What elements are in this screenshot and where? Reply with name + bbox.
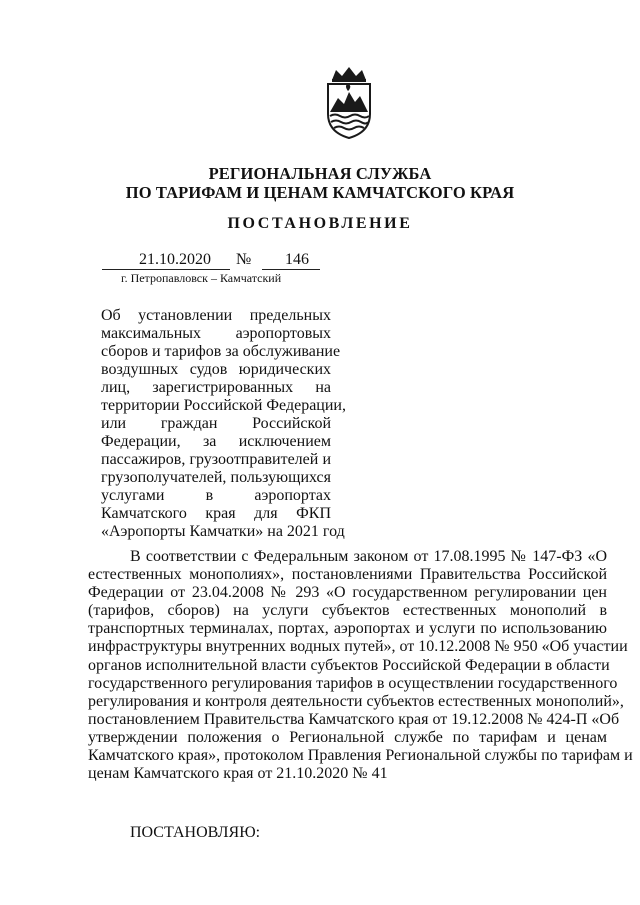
- body-line: (тарифов, сборов) на услуги субъектов естественных монополий в: [88, 602, 607, 620]
- subject-line: пассажиров, грузоотправителей и: [101, 451, 331, 468]
- date-underline: [102, 269, 230, 270]
- preamble-paragraph: [88, 548, 633, 783]
- subject-line: Федерации, за исключением: [101, 433, 331, 450]
- subject-line: Камчатского края для ФКП: [101, 505, 331, 522]
- document-date: 21.10.2020: [139, 251, 211, 268]
- body-line: ценам Камчатского края от 21.10.2020 № 41: [88, 765, 388, 783]
- body-line: естественных монополиях», постановлениями Правительства Российской: [88, 566, 607, 584]
- body-line: транспортных терминалах, портах, аэропортах и услуги по использованию: [88, 620, 607, 638]
- body-line: органов исполнительной власти субъектов Российской Федерации в области: [88, 656, 610, 674]
- document-subject: [101, 307, 346, 541]
- body-line: государственного регулирования тарифов в осуществлении государственного: [88, 674, 618, 692]
- number-underline: [262, 269, 320, 270]
- subject-line: грузополучателей, пользующихся: [101, 469, 331, 486]
- body-line: В соответствии с Федеральным законом от 17.08.1995 № 147-ФЗ «О: [130, 548, 607, 565]
- subject-line: лиц, зарегистрированных на: [101, 379, 331, 396]
- org-name-line2: ПО ТАРИФАМ И ЦЕНАМ КАМЧАТСКОГО КРАЯ: [125, 183, 515, 202]
- resolve-heading: ПОСТАНОВЛЯЮ:: [130, 824, 261, 841]
- body-line: регулирования и контроля деятельности субъектов естественных монополий»,: [88, 692, 624, 710]
- document-city: г. Петропавловск – Камчатский: [121, 271, 282, 285]
- subject-line: услугами в аэропортах: [101, 487, 331, 504]
- subject-line: максимальных аэропортовых: [101, 325, 331, 342]
- body-line: инфраструктуры внутренних водных путей», от 10.12.2008 № 950 «Об участии: [88, 638, 628, 656]
- subject-line: «Аэропорты Камчатки» на 2021 год: [101, 523, 345, 540]
- subject-line: Об установлении предельных: [101, 307, 331, 324]
- kamchatka-coat-of-arms-icon: [322, 66, 376, 140]
- body-line: постановлением Правительства Камчатского края от 19.12.2008 № 424-П «Об: [88, 710, 620, 728]
- subject-line: или граждан Российской: [101, 415, 331, 432]
- number-sign: №: [236, 251, 252, 268]
- org-name-line1: РЕГИОНАЛЬНАЯ СЛУЖБА: [208, 164, 432, 183]
- document-number: 146: [285, 251, 309, 268]
- subject-line: воздушных судов юридических: [101, 361, 331, 378]
- body-line: Камчатского края», протоколом Правления Региональной службы по тарифам и: [88, 747, 633, 765]
- subject-line: территории Российской Федерации,: [101, 397, 346, 414]
- body-line: Федерации от 23.04.2008 № 293 «О государственном регулировании цен: [88, 584, 607, 602]
- body-line: утверждении положения о Региональной службе по тарифам и ценам: [88, 728, 607, 746]
- subject-line: сборов и тарифов за обслуживание: [101, 343, 341, 360]
- document-type-heading: ПОСТАНОВЛЕНИЕ: [227, 215, 413, 232]
